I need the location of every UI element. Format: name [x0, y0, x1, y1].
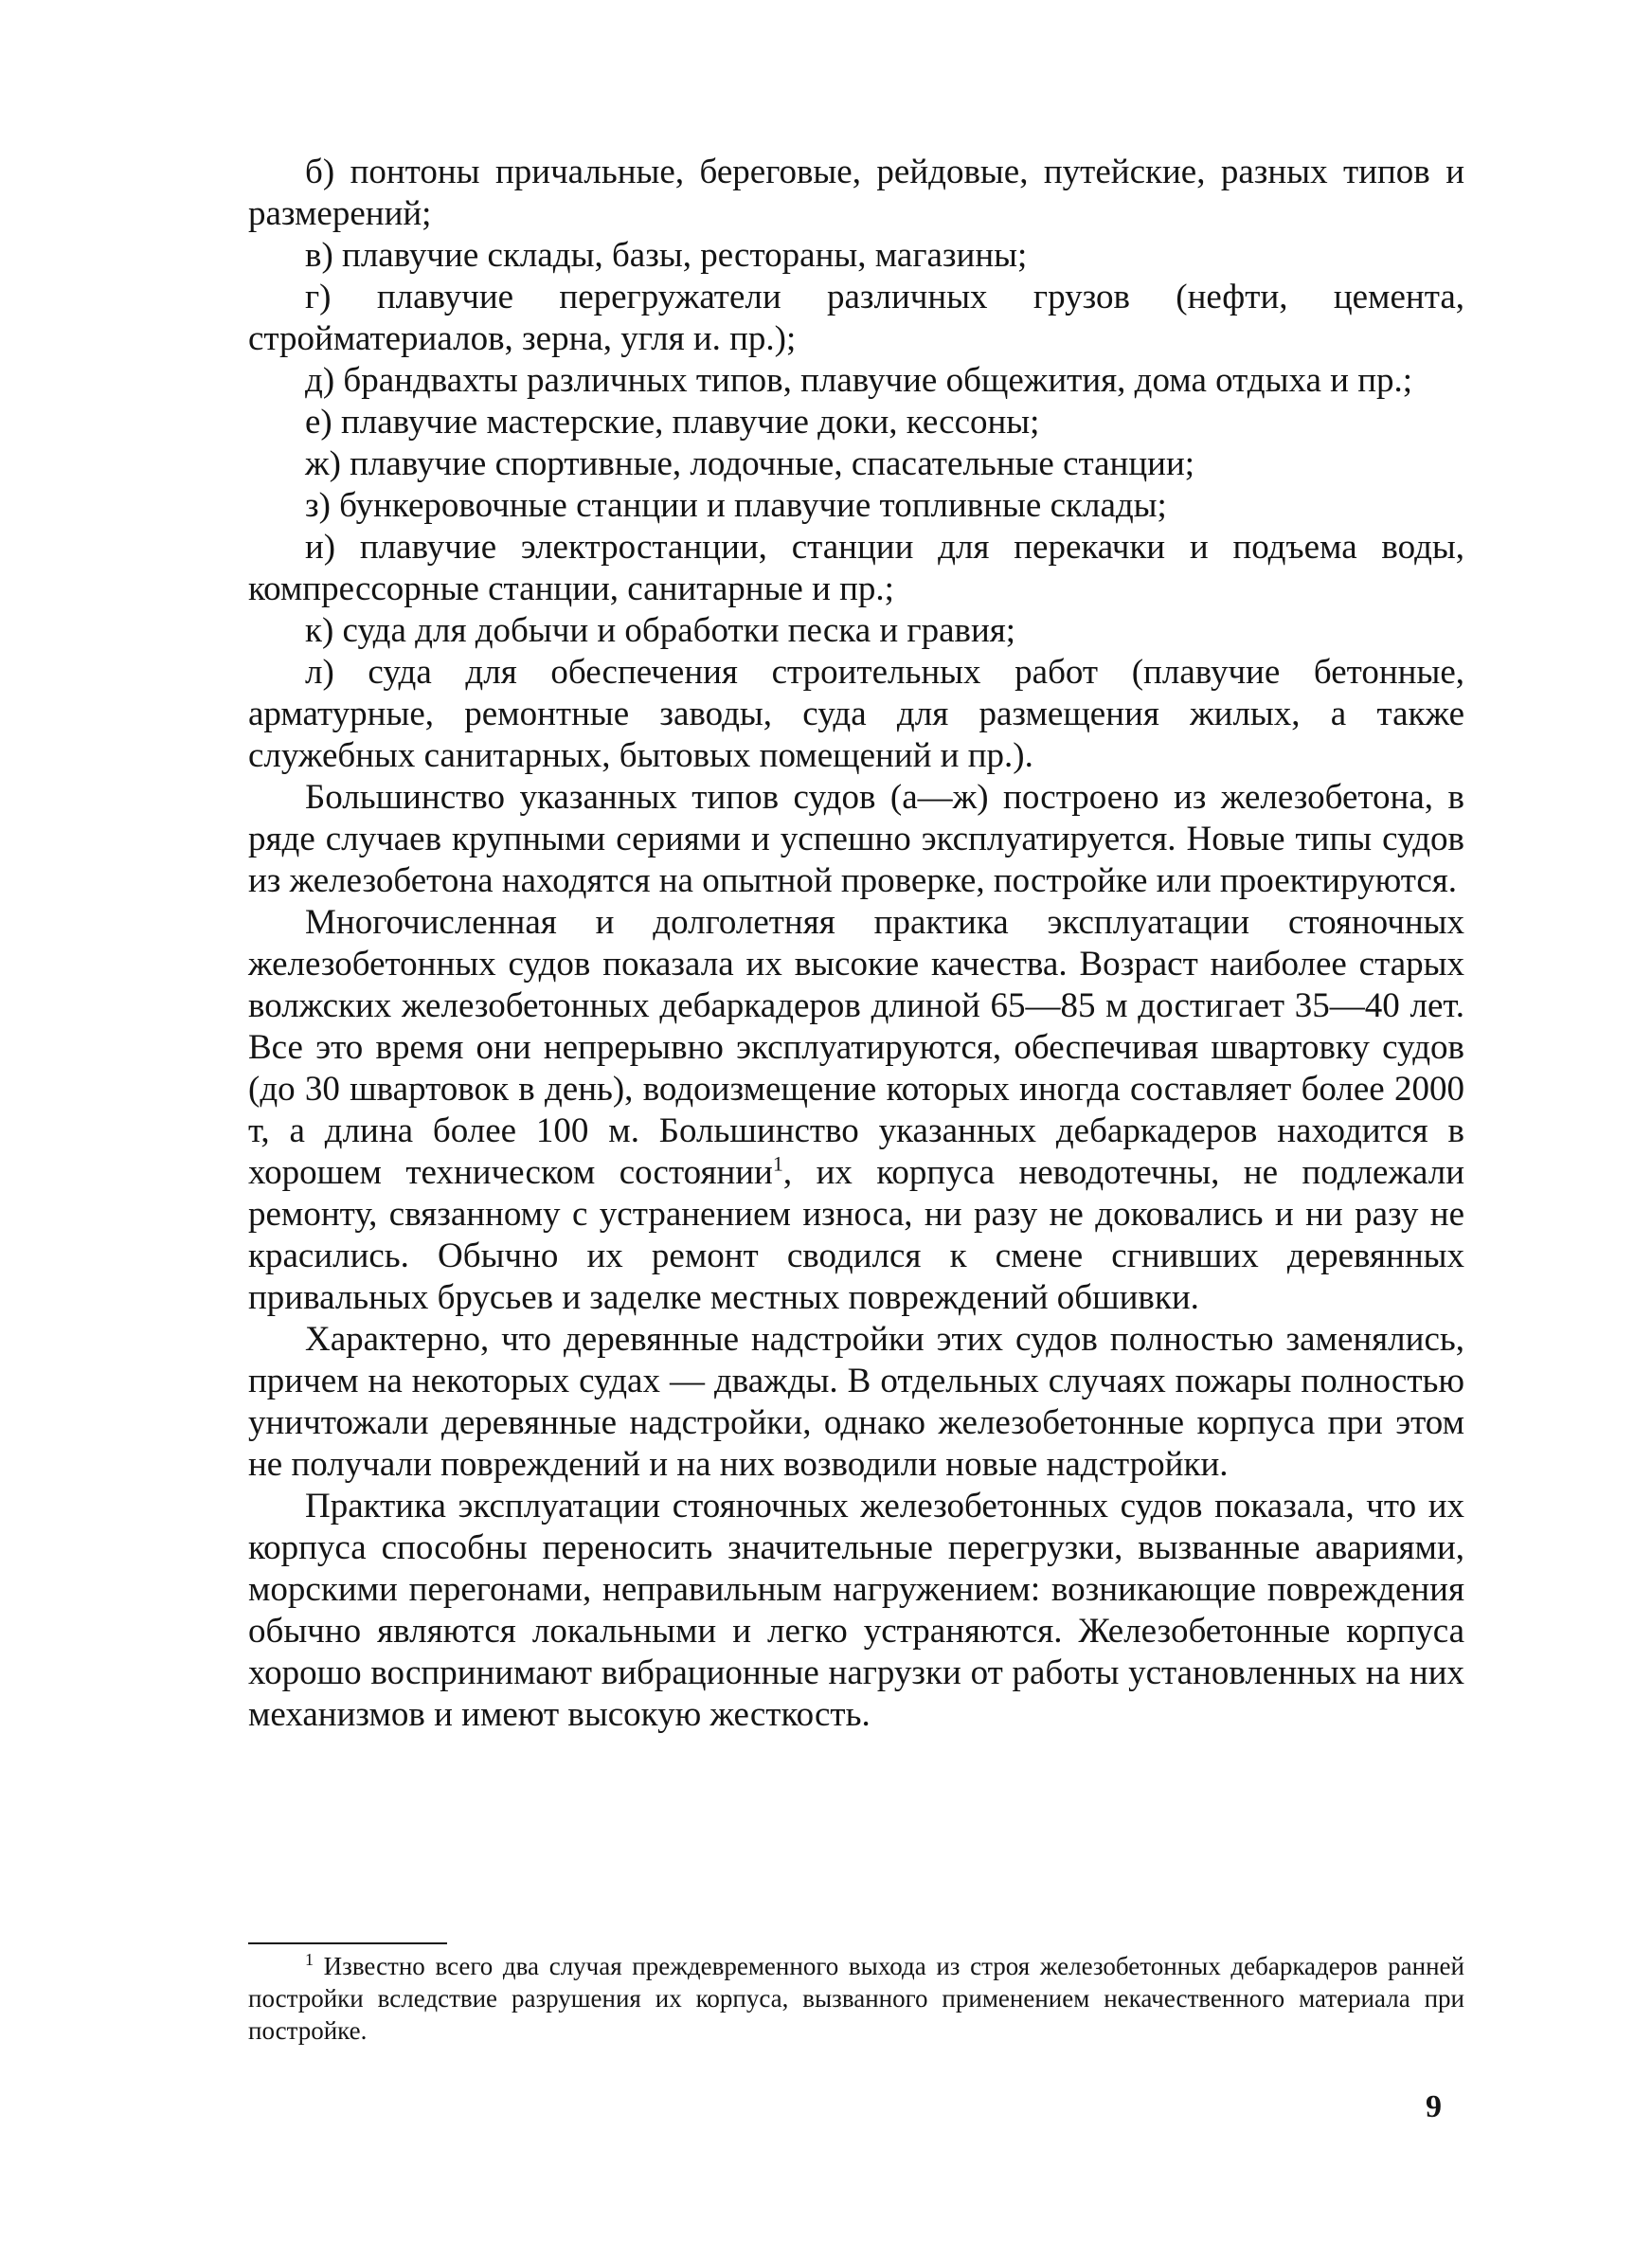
list-item-i: и) плавучие электростанции, станции для перекачки и подъема воды, компрессорные станции, санитарные и пр.;: [248, 528, 1464, 608]
list-item-v: в) плавучие склады, базы, рестораны, магазины;: [305, 236, 1028, 275]
paragraph-ship-types: Большинство указанных типов судов (а—ж) построено из железобетона, в ряде случаев крупными сериями и успешно эксплуатируется. Новые типы судов из железобетона находятся на опытной проверке, постройке или проектируются.: [248, 778, 1464, 900]
list-item-e: е) плавучие мастерские, плавучие доки, кессоны;: [305, 403, 1040, 442]
list-item-z: з) бункеровочные станции и плавучие топливные склады;: [305, 486, 1167, 525]
main-text-column: [248, 152, 1464, 1736]
footnote: [248, 1950, 1464, 2047]
page-number: 9: [1426, 2089, 1442, 2124]
footnote-mark: 1: [305, 1950, 314, 1969]
list-item-zh: ж) плавучие спортивные, лодочные, спасательные станции;: [305, 444, 1195, 483]
footnote-reference-mark: 1: [772, 1151, 783, 1176]
list-item-g: г) плавучие перегружатели различных грузов (нефти, цемента, стройматериалов, зерна, угля и. пр.);: [248, 278, 1464, 358]
list-item-b: б) понтоны причальные, береговые, рейдовые, путейские, разных типов и размерений;: [248, 153, 1464, 233]
footnote-divider: [248, 1942, 447, 1944]
paragraph-practice-quality-text-b: , их корпуса неводотечны, не подлежали ремонту, связанному с устранением износа, ни разу не доковались и ни разу не красились. Обычно их ремонт сводился к смене сгнивших деревянных привальных брусьев и заделке местных повреждений обшивки.: [248, 1153, 1464, 1317]
footnote-text: Известно всего два случая преждевременного выхода из строя железобетонных дебаркадеров ранней постройки вследствие разрушения их корпуса, вызванного применением некачественного материала при постройке.: [248, 1952, 1464, 2045]
paragraph-superstructures: Характерно, что деревянные надстройки этих судов полностью заменялись, причем на некоторых судах — дважды. В отдельных случаях пожары полностью уничтожали деревянные надстройки, однако железобетонные корпуса при этом не получали повреждений и на них возводили новые надстройки.: [248, 1320, 1464, 1484]
paragraph-overloads: Практика эксплуатации стояночных железобетонных судов показала, что их корпуса способны переносить значительные перегрузки, вызванные авариями, морскими перегонами, неправильным нагружением: возникающие повреждения обычно являются локальными и легко устраняются. Железобетонные корпуса хорошо воспринимают вибрационные нагрузки от работы установленных на них механизмов и имеют высокую жесткость.: [248, 1487, 1464, 1734]
paragraph-practice-quality: [248, 902, 1464, 1319]
list-item-k: к) суда для добычи и обработки песка и гравия;: [305, 611, 1016, 650]
list-item-d: д) брандвахты различных типов, плавучие общежития, дома отдыха и пр.;: [305, 361, 1413, 400]
list-item-l: л) суда для обеспечения строительных работ (плавучие бетонные, арматурные, ремонтные заводы, суда для размещения жилых, а также служебных санитарных, бытовых помещений и пр.).: [248, 653, 1464, 775]
paragraph-practice-quality-text-a: Многочисленная и долголетняя практика эксплуатации стояночных железобетонных судов показала их высокие качества. Возраст наиболее старых волжских железобетонных дебаркадеров длиной 65—85 м достигает 35—40 лет. Все это время они непрерывно эксплуатируются, обеспечивая швартовку судов (до 30 швартовок в день), водоизмещение которых иногда составляет более 2000 т, а длина более 100 м. Большинство указанных дебаркадеров находится в хорошем техническом состоянии: [248, 903, 1464, 1192]
